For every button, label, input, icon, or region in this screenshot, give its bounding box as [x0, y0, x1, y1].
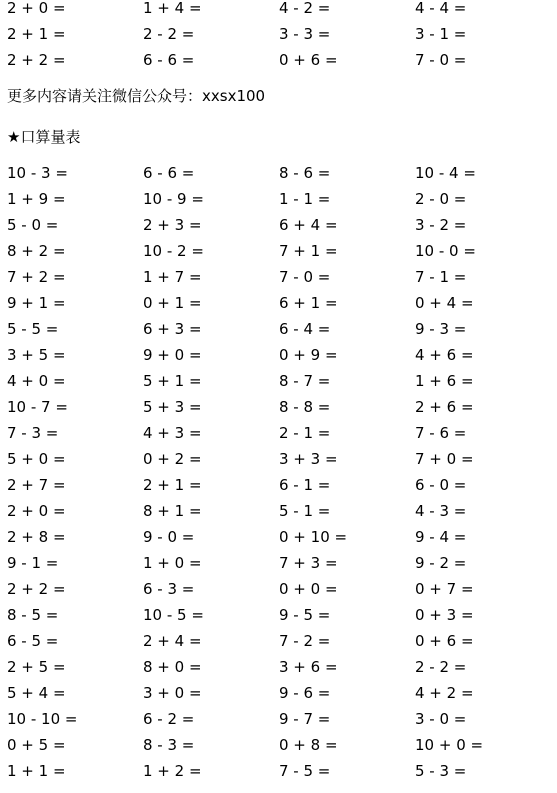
arithmetic-problem: 2 - 1 = [279, 424, 331, 442]
arithmetic-problem: 0 + 4 = [415, 294, 474, 312]
arithmetic-problem: 8 + 2 = [7, 242, 66, 260]
problem-row [0, 212, 557, 238]
arithmetic-problem: 8 - 5 = [7, 606, 59, 624]
arithmetic-problem: 0 + 1 = [143, 294, 202, 312]
arithmetic-problem: 0 + 6 = [279, 51, 338, 69]
arithmetic-problem: 0 + 5 = [7, 736, 66, 754]
arithmetic-problem: 0 + 6 = [415, 632, 474, 650]
arithmetic-problem: 3 - 3 = [279, 25, 331, 43]
arithmetic-problem: 8 - 3 = [143, 736, 195, 754]
problem-row [0, 290, 557, 316]
arithmetic-problem: 1 + 7 = [143, 268, 202, 286]
problem-row [0, 758, 557, 784]
arithmetic-problem: 6 - 4 = [279, 320, 331, 338]
arithmetic-problem: 8 + 0 = [143, 658, 202, 676]
arithmetic-problem: 9 - 7 = [279, 710, 331, 728]
problem-row [0, 420, 557, 446]
arithmetic-problem: 6 - 0 = [415, 476, 467, 494]
arithmetic-problem: 0 + 7 = [415, 580, 474, 598]
arithmetic-problem: 8 - 6 = [279, 164, 331, 182]
arithmetic-problem: 0 + 3 = [415, 606, 474, 624]
arithmetic-problem: 0 + 8 = [279, 736, 338, 754]
arithmetic-problem: 4 - 4 = [415, 0, 467, 17]
arithmetic-problem: 3 + 6 = [279, 658, 338, 676]
arithmetic-problem: 3 + 0 = [143, 684, 202, 702]
problem-row [0, 446, 557, 472]
arithmetic-problem: 2 + 7 = [7, 476, 66, 494]
arithmetic-problem: 6 + 4 = [279, 216, 338, 234]
problem-row [0, 368, 557, 394]
arithmetic-problem: 7 - 5 = [279, 762, 331, 780]
arithmetic-problem: 6 - 5 = [7, 632, 59, 650]
arithmetic-problem: 6 - 6 = [143, 51, 195, 69]
arithmetic-problem: 5 + 0 = [7, 450, 66, 468]
problem-row [0, 0, 557, 21]
arithmetic-problem: 9 - 6 = [279, 684, 331, 702]
arithmetic-problem: 0 + 9 = [279, 346, 338, 364]
arithmetic-problem: 9 - 5 = [279, 606, 331, 624]
problem-row [0, 498, 557, 524]
arithmetic-problem: 3 - 1 = [415, 25, 467, 43]
arithmetic-problem: 1 + 4 = [143, 0, 202, 17]
arithmetic-problem: 10 - 7 = [7, 398, 68, 416]
arithmetic-problem: 6 - 1 = [279, 476, 331, 494]
problem-row [0, 706, 557, 732]
problem-row [0, 47, 557, 73]
arithmetic-problem: 5 - 0 = [7, 216, 59, 234]
arithmetic-problem: 10 + 0 = [415, 736, 484, 754]
problem-row [0, 264, 557, 290]
arithmetic-problem: 10 - 9 = [143, 190, 204, 208]
arithmetic-problem: 10 - 10 = [7, 710, 78, 728]
arithmetic-problem: 1 + 2 = [143, 762, 202, 780]
arithmetic-problem: 3 - 2 = [415, 216, 467, 234]
arithmetic-problem: 5 + 1 = [143, 372, 202, 390]
problem-row [0, 238, 557, 264]
arithmetic-problem: 6 + 3 = [143, 320, 202, 338]
arithmetic-problem: 2 + 2 = [7, 51, 66, 69]
arithmetic-problem: 1 + 6 = [415, 372, 474, 390]
arithmetic-problem: 2 - 2 = [415, 658, 467, 676]
arithmetic-problem: 0 + 0 = [279, 580, 338, 598]
arithmetic-problem: 2 - 2 = [143, 25, 195, 43]
arithmetic-problem: 2 + 5 = [7, 658, 66, 676]
arithmetic-problem: 2 + 4 = [143, 632, 202, 650]
arithmetic-problem: 4 + 0 = [7, 372, 66, 390]
arithmetic-problem: 8 - 7 = [279, 372, 331, 390]
problem-row [0, 160, 557, 186]
arithmetic-problem: 5 - 1 = [279, 502, 331, 520]
problem-row [0, 550, 557, 576]
problem-row [0, 576, 557, 602]
arithmetic-problem: 3 - 0 = [415, 710, 467, 728]
top-problem-grid [0, 0, 557, 73]
problem-row [0, 342, 557, 368]
arithmetic-problem: 1 + 1 = [7, 762, 66, 780]
problem-row [0, 524, 557, 550]
arithmetic-problem: 10 - 0 = [415, 242, 476, 260]
arithmetic-problem: 8 + 1 = [143, 502, 202, 520]
arithmetic-problem: 2 + 3 = [143, 216, 202, 234]
arithmetic-problem: 2 + 0 = [7, 502, 66, 520]
problem-row [0, 732, 557, 758]
problem-row [0, 472, 557, 498]
arithmetic-problem: 8 - 8 = [279, 398, 331, 416]
arithmetic-problem: 3 + 5 = [7, 346, 66, 364]
arithmetic-problem: 2 + 2 = [7, 580, 66, 598]
problem-row [0, 316, 557, 342]
arithmetic-problem: 5 - 5 = [7, 320, 59, 338]
arithmetic-problem: 5 - 3 = [415, 762, 467, 780]
arithmetic-problem: 2 + 0 = [7, 0, 66, 17]
problem-row [0, 654, 557, 680]
arithmetic-problem: 10 - 4 = [415, 164, 476, 182]
arithmetic-problem: 7 + 2 = [7, 268, 66, 286]
section-title: ★口算量表 [7, 128, 81, 146]
problem-row [0, 628, 557, 654]
arithmetic-problem: 6 + 1 = [279, 294, 338, 312]
arithmetic-problem: 9 - 1 = [7, 554, 59, 572]
arithmetic-problem: 1 + 0 = [143, 554, 202, 572]
arithmetic-problem: 4 - 3 = [415, 502, 467, 520]
arithmetic-problem: 2 - 0 = [415, 190, 467, 208]
problem-row [0, 186, 557, 212]
wechat-notice: 更多内容请关注微信公众号：xxsx100 [7, 87, 266, 105]
oral-arithmetic-grid [0, 160, 557, 784]
arithmetic-problem: 1 + 9 = [7, 190, 66, 208]
problem-row [0, 21, 557, 47]
arithmetic-problem: 9 + 0 = [143, 346, 202, 364]
arithmetic-problem: 10 - 3 = [7, 164, 68, 182]
arithmetic-problem: 4 + 6 = [415, 346, 474, 364]
arithmetic-problem: 6 - 3 = [143, 580, 195, 598]
arithmetic-problem: 7 + 1 = [279, 242, 338, 260]
arithmetic-problem: 9 - 3 = [415, 320, 467, 338]
arithmetic-problem: 9 - 4 = [415, 528, 467, 546]
arithmetic-problem: 9 - 2 = [415, 554, 467, 572]
arithmetic-problem: 4 - 2 = [279, 0, 331, 17]
arithmetic-problem: 4 + 2 = [415, 684, 474, 702]
arithmetic-problem: 7 - 0 = [415, 51, 467, 69]
arithmetic-problem: 2 + 1 = [7, 25, 66, 43]
arithmetic-problem: 0 + 2 = [143, 450, 202, 468]
arithmetic-problem: 7 - 2 = [279, 632, 331, 650]
arithmetic-problem: 10 - 2 = [143, 242, 204, 260]
arithmetic-problem: 7 - 0 = [279, 268, 331, 286]
arithmetic-problem: 6 - 2 = [143, 710, 195, 728]
arithmetic-problem: 10 - 5 = [143, 606, 204, 624]
arithmetic-problem: 9 + 1 = [7, 294, 66, 312]
arithmetic-problem: 7 + 3 = [279, 554, 338, 572]
arithmetic-problem: 7 - 3 = [7, 424, 59, 442]
arithmetic-problem: 9 - 0 = [143, 528, 195, 546]
arithmetic-problem: 3 + 3 = [279, 450, 338, 468]
arithmetic-problem: 2 + 8 = [7, 528, 66, 546]
arithmetic-problem: 4 + 3 = [143, 424, 202, 442]
arithmetic-problem: 2 + 1 = [143, 476, 202, 494]
arithmetic-problem: 7 - 1 = [415, 268, 467, 286]
problem-row [0, 394, 557, 420]
arithmetic-problem: 7 + 0 = [415, 450, 474, 468]
problem-row [0, 680, 557, 706]
arithmetic-problem: 6 - 6 = [143, 164, 195, 182]
arithmetic-problem: 0 + 10 = [279, 528, 348, 546]
arithmetic-problem: 1 - 1 = [279, 190, 331, 208]
problem-row [0, 602, 557, 628]
arithmetic-problem: 2 + 6 = [415, 398, 474, 416]
arithmetic-problem: 5 + 4 = [7, 684, 66, 702]
arithmetic-problem: 7 - 6 = [415, 424, 467, 442]
arithmetic-problem: 5 + 3 = [143, 398, 202, 416]
